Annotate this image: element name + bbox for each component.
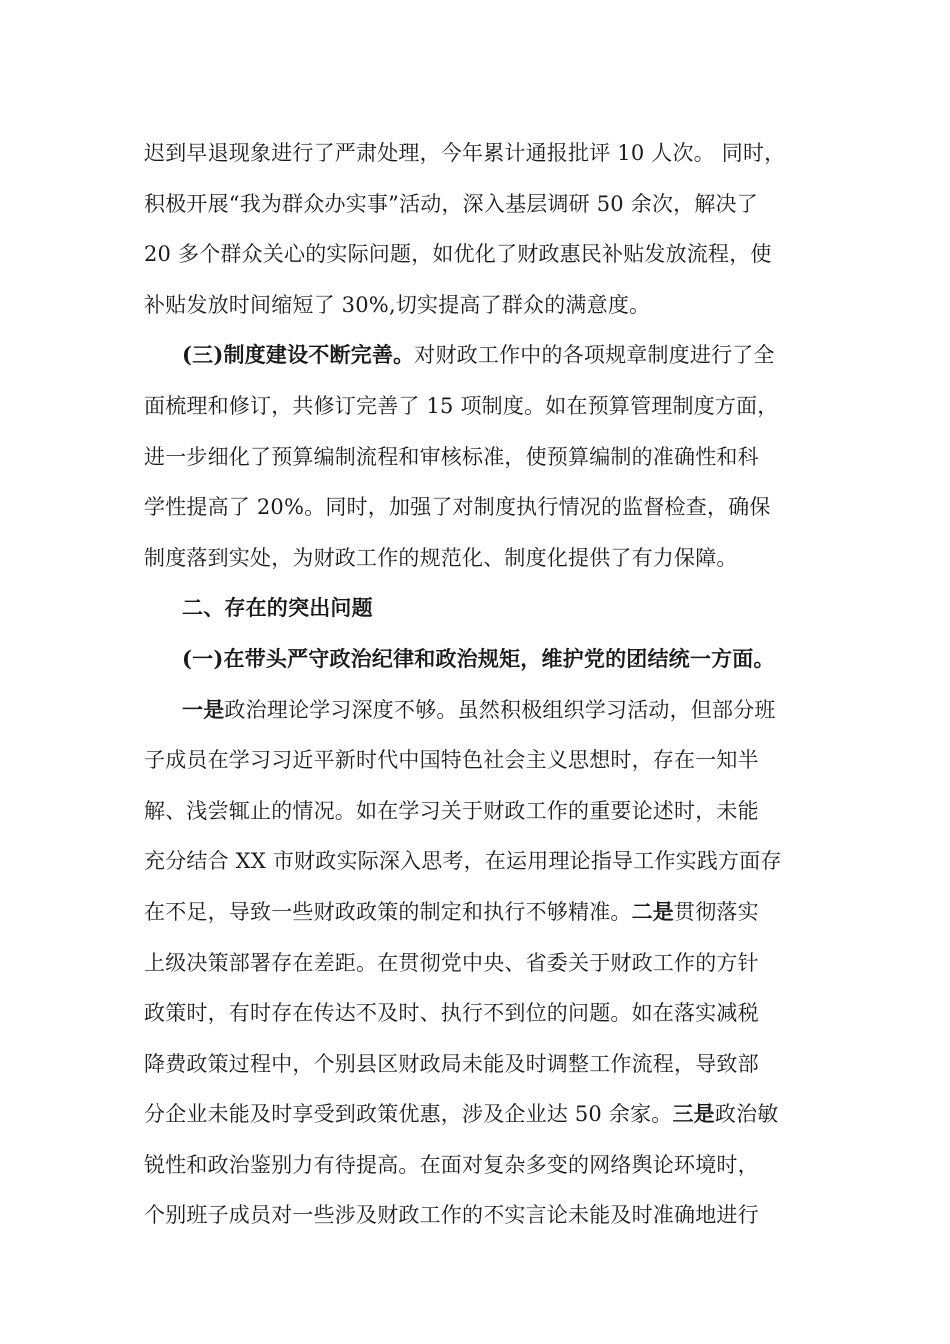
text-line (144, 988, 806, 1039)
bold-text-run: (三)制度建设不断完善。 (182, 342, 415, 368)
text-line (144, 1190, 806, 1241)
text-line (144, 938, 806, 989)
text-run: 对财政工作中的各项规章制度进行了全 (414, 343, 775, 368)
text-run: 20 多个群众关心的实际问题，如优化了财政惠民补贴发放流程，使 (144, 242, 772, 267)
paragraph-start-line (144, 685, 806, 736)
text-line (144, 280, 806, 331)
text-line (144, 229, 806, 280)
section-heading-line (144, 330, 806, 381)
text-line (144, 381, 806, 432)
text-run: 解、浅尝辄止的情况。如在学习关于财政工作的重要论述时，未能 (144, 798, 759, 823)
chapter-heading (144, 583, 806, 634)
text-line (144, 128, 806, 179)
subsection-heading (144, 634, 806, 685)
bold-text-run: 二是 (631, 898, 675, 924)
text-run: 学性提高了 20%。同时，加强了对制度执行情况的监督检查，确保 (144, 495, 771, 520)
text-line (144, 432, 806, 483)
bold-text-run: 三是 (672, 1101, 715, 1127)
text-line (144, 1089, 806, 1140)
text-run: 在不足，导致一些财政政策的制定和执行不够精准。 (144, 899, 632, 924)
text-run: 制度落到实处，为财政工作的规范化、制度化提供了有力保障。 (144, 545, 738, 570)
text-line (144, 836, 806, 887)
text-run: 积极开展“我为群众办实事”活动，深入基层调研 50 余次，解决了 (144, 191, 758, 216)
bold-text-run: (一)在带头严守政治纪律和政治规矩，维护党的团结统一方面。 (182, 645, 775, 671)
text-run: 分企业未能及时享受到政策优惠，涉及企业达 50 余家。 (144, 1102, 673, 1127)
text-run: 充分结合 XX 市财政实际深入思考，在运用理论指导工作实践方面存 (144, 849, 782, 874)
text-line (144, 1140, 806, 1191)
text-run: 子成员在学习习近平新时代中国特色社会主义思想时，存在一知半 (144, 748, 759, 773)
text-run: 面梳理和修订，共修订完善了 15 项制度。如在预算管理制度方面， (144, 393, 779, 418)
text-run: 迟到早退现象进行了严肃处理，今年累计通报批评 10 人次。 同时， (144, 141, 786, 165)
text-run: 进一步细化了预算编制流程和审核标准，使预算编制的准确性和科 (144, 444, 759, 469)
text-run: 锐性和政治鉴别力有待提高。在面对复杂多变的网络舆论环境时， (144, 1152, 759, 1177)
bold-text-run: 二、存在的突出问题 (182, 595, 373, 621)
text-run: 政治敏 (714, 1102, 779, 1127)
text-run: 个别班子成员对一些涉及财政工作的不实言论未能及时准确地进行 (144, 1203, 759, 1228)
text-line (144, 533, 806, 584)
text-line (144, 735, 806, 786)
body-text (144, 128, 806, 1241)
text-line (144, 887, 806, 938)
text-line (144, 1039, 806, 1090)
bold-text-run: 一是 (182, 696, 225, 722)
text-run: 贯彻落实 (674, 899, 759, 924)
text-run: 政策时，有时存在传达不及时、执行不到位的问题。如在落实减税 (144, 1001, 759, 1026)
text-run: 补贴发放时间缩短了 30%,切实提高了群众的满意度。 (144, 292, 651, 317)
text-line (144, 179, 806, 230)
text-line (144, 482, 806, 533)
text-run: 政治理论学习深度不够。虽然积极组织学习活动，但部分班 (224, 697, 776, 722)
text-run: 上级决策部署存在差距。在贯彻党中央、省委关于财政工作的方针 (144, 950, 759, 975)
text-line (144, 786, 806, 837)
text-run: 降费政策过程中，个别县区财政局未能及时调整工作流程，导致部 (144, 1051, 759, 1076)
